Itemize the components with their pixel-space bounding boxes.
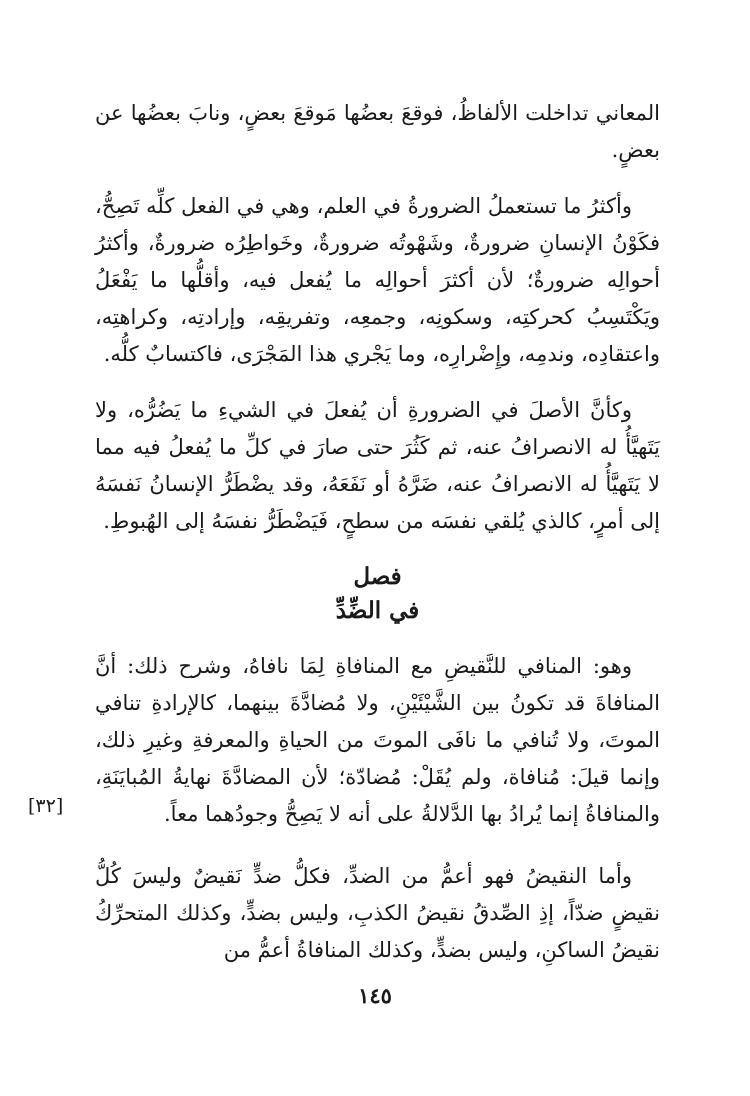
page-number: ١٤٥ [358,983,392,1008]
section-heading-block [95,560,660,628]
paragraph-definition-opposite: وهو: المنافي للنَّقيضِ مع المنافاةِ لِمَا نافاهُ، وشرح ذلك: أنَّ المنافاةَ قد تكونُ بين الشَّيْئَيْنِ، ولا مُضادَّةَ بينهما، كالإرادةِ تنافي الموتَ، ولا تُنافي ما نافَى الموتَ من الحياةِ والمعرفةِ وغيرِ ذلك، وإنما قيلَ: مُنافاة، ولم يُقَلْ: مُضادّة؛ لأن المضادَّةَ نهايةُ المُبايَنَةِ، والمنافاةُ إنما يُرادُ بها الدَّلالةُ على أنه لا يَصِحُّ وجودُهما معاً. [95,654,660,826]
paragraph-origin-of-necessity: وكأنَّ الأصلَ في الضرورةِ أن يُفعلَ في الشيءِ ما يَضُرُّه، ولا يَتَهيَّأُ له الانصرافُ عنه، ثم كَثُرَ حتى صارَ في كلِّ ما يُفعلُ فيه مما لا يَتَهيَّأُ له الانصرافُ عنه، ضَرَّهُ أو نَفَعَهُ، وقد يضْطَرُّ الإنسانُ نَفسَهُ إلى أمرٍ، كالذي يُلقي نفسَه من سطحٍ، فَيَضْطَرُّ نفسَهُ إلى الهُبوطِ. [95,398,660,533]
section-heading: فصل [353,563,402,590]
section-subheading: في الضِّدِّ [335,597,420,624]
paragraph-continuation: المعاني تداخلت الألفاظُ، فوقعَ بعضُها مَوقعَ بعضٍ، ونابَ بعضُها عن بعضٍ. [95,101,660,162]
margin-reference-number: [٣٢] [28,795,64,817]
paragraph-necessity-in-action: وأكثرُ ما تستعملُ الضرورةُ في العلم، وهي في الفعل كلِّه تَصِحُّ، فكَوْنُ الإنسانِ ضرورةٌ، وشَهْوتُه ضرورةٌ، وخَواطِرُه ضرورةٌ، وأكثرُ أحوالِه ضرورةٌ؛ لأن أكثرَ أحوالِه ما يُفعل فيه، وأقلُّها ما يَفْعَلُ ويَكْتَسِبُ كحركتِه، وسكونِه، وجمعِه، وتفريقِه، وإرادتِه، وكراهتِه، واعتقادِه، وندمِه، وإِضْرارِه، وما يَجْري هذا المَجْرَى، فاكتسابٌ كلُّه. [95,194,660,366]
paragraph-contradictory: وأما النقيضُ فهو أعمُّ من الضدِّ، فكلُّ ضدٍّ نَقيضٌ وليسَ كُلُّ نقيضٍ ضدّاً، إذِ الصِّدقُ نقيضُ الكذبِ، وليس بضدٍّ، وكذلك المتحرِّكُ نقيضُ الساكنِ، وليس بضدٍّ، وكذلك المنافاةُ أعمُّ من [95,864,660,962]
